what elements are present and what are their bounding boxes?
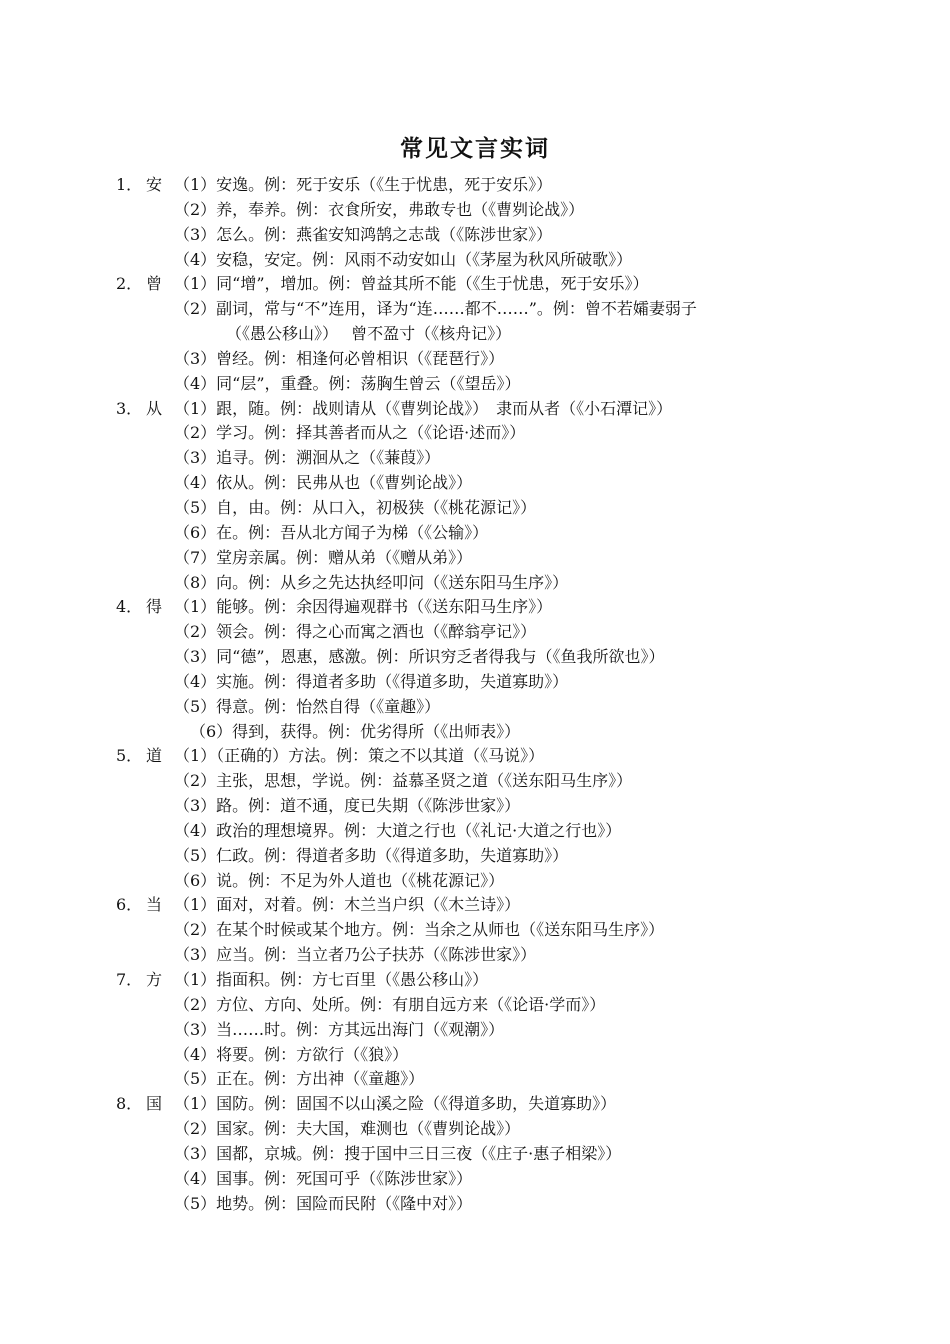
entry-number: 4． bbox=[116, 597, 143, 617]
sense-line bbox=[116, 546, 916, 571]
sense-continuation bbox=[116, 322, 916, 347]
sense-line bbox=[116, 571, 916, 596]
sense-text: （1）能够。例：余因得遍观群书（《送东阳马生序》） bbox=[174, 597, 553, 617]
word-entry bbox=[116, 744, 916, 769]
sense-text: （1）（正确的）方法。例：策之不以其道（《马说》） bbox=[174, 746, 545, 766]
sense-text: （4）实施。例：得道者多助（《得道多助，失道寡助》） bbox=[174, 671, 569, 691]
sense-text: （5）仁政。例：得道者多助（《得道多助，失道寡助》） bbox=[174, 845, 569, 865]
sense-text: （1）国防。例：固国不以山溪之险（《得道多助，失道寡助》） bbox=[174, 1094, 617, 1114]
entry-number: 8． bbox=[116, 1094, 143, 1114]
word-entry bbox=[116, 1092, 916, 1117]
document-title: 常见文言实词 bbox=[400, 135, 550, 162]
sense-line bbox=[116, 1043, 916, 1068]
sense-text: （5）地势。例：国险而民附（《隆中对》） bbox=[174, 1193, 473, 1213]
sense-line bbox=[116, 1142, 916, 1167]
sense-text: （1）跟，随。例：战则请从（《曹刿论战》） 隶而从者（《小石潭记》） bbox=[174, 398, 673, 418]
sense-text: （2）副词，常与“不”连用，译为“连……都不……”。例：曾不若孀妻弱子 bbox=[174, 299, 697, 319]
sense-line bbox=[116, 794, 916, 819]
sense-line bbox=[116, 1167, 916, 1192]
sense-text: （2）在某个时候或某个地方。例：当余之从师也（《送东阳马生序》） bbox=[174, 920, 665, 940]
sense-line bbox=[116, 248, 916, 273]
sense-text: （2）领会。例：得之心而寓之酒也（《醉翁亭记》） bbox=[174, 622, 537, 642]
sense-text: （4）安稳，安定。例：风雨不动安如山（《茅屋为秋风所破歌》） bbox=[174, 249, 633, 269]
sense-text: （2）主张，思想，学说。例：益慕圣贤之道（《送东阳马生序》） bbox=[174, 771, 633, 791]
word-list bbox=[116, 173, 916, 1216]
entry-word: 曾 bbox=[146, 274, 163, 294]
entry-word: 得 bbox=[146, 597, 163, 617]
sense-text: （6）得到，获得。例：优劣得所（《出师表》） bbox=[190, 721, 521, 741]
entry-word: 国 bbox=[146, 1094, 163, 1114]
sense-line bbox=[116, 620, 916, 645]
sense-line bbox=[116, 670, 916, 695]
sense-line bbox=[116, 471, 916, 496]
sense-text: （3）同“德”，恩惠，感激。例：所识穷乏者得我与（《鱼我所欲也》） bbox=[174, 647, 665, 667]
sense-text: （4）依从。例：民弗从也（《曹刿论战》） bbox=[174, 473, 473, 493]
entry-word: 方 bbox=[146, 970, 163, 989]
sense-text: （5）正在。例：方出神（《童趣》） bbox=[174, 1069, 425, 1089]
sense-line bbox=[116, 943, 916, 968]
sense-text: （3）国都，京城。例：搜于国中三日三夜（《庄子·惠子相梁》） bbox=[174, 1143, 622, 1163]
sense-line bbox=[116, 993, 916, 1018]
sense-text: （5）自，由。例：从口入，初极狭（《桃花源记》） bbox=[174, 497, 537, 517]
sense-line bbox=[116, 918, 916, 943]
entry-word: 道 bbox=[146, 746, 163, 766]
sense-line bbox=[116, 1018, 916, 1043]
sense-text: （3）路。例：道不通，度已失期（《陈涉世家》） bbox=[174, 796, 521, 816]
sense-line bbox=[116, 446, 916, 471]
sense-line bbox=[116, 720, 916, 745]
sense-line bbox=[116, 819, 916, 844]
word-entry bbox=[116, 173, 916, 198]
word-entry bbox=[116, 893, 916, 918]
entry-word: 从 bbox=[146, 398, 163, 418]
sense-text: （8）向。例：从乡之先达执经叩问（《送东阳马生序》） bbox=[174, 572, 569, 592]
sense-line bbox=[116, 869, 916, 894]
sense-line bbox=[116, 347, 916, 372]
sense-text: （1）面对，对着。例：木兰当户织（《木兰诗》） bbox=[174, 895, 521, 915]
sense-text: （2）国家。例：夫大国，难测也（《曹刿论战》） bbox=[174, 1119, 521, 1139]
sense-text: （4）国事。例：死国可乎（《陈涉世家》） bbox=[174, 1168, 473, 1188]
sense-text: （3）曾经。例：相逢何必曾相识（《琵琶行》） bbox=[174, 348, 505, 368]
entry-number: 7． bbox=[116, 970, 143, 989]
entry-word: 安 bbox=[146, 175, 163, 194]
sense-line bbox=[116, 496, 916, 521]
entry-number: 6． bbox=[116, 895, 143, 915]
word-entry bbox=[116, 595, 916, 620]
word-entry bbox=[116, 397, 916, 422]
sense-text: （1）安逸。例：死于安乐（《生于忧患，死于安乐》） bbox=[174, 175, 553, 194]
entry-number: 1． bbox=[116, 175, 143, 194]
entry-number: 2． bbox=[116, 274, 143, 294]
sense-text: （3）追寻。例：溯洄从之（《蒹葭》） bbox=[174, 448, 441, 468]
sense-line bbox=[116, 1192, 916, 1217]
word-entry bbox=[116, 272, 916, 297]
sense-text: （4）同“层”，重叠。例：荡胸生曾云（《望岳》） bbox=[174, 373, 521, 393]
entry-number: 5． bbox=[116, 746, 143, 766]
word-entry bbox=[116, 968, 916, 993]
sense-text: （6）说。例：不足为外人道也（《桃花源记》） bbox=[174, 870, 505, 890]
sense-line bbox=[116, 645, 916, 670]
sense-text: （4）将要。例：方欲行（《狼》） bbox=[174, 1044, 409, 1064]
sense-text: （《愚公移山》） 曾不盈寸（《核舟记》） bbox=[226, 324, 512, 344]
entry-number: 3． bbox=[116, 398, 143, 418]
sense-text: （4）政治的理想境界。例：大道之行也（《礼记·大道之行也》） bbox=[174, 820, 622, 840]
sense-text: （1）同“增”，增加。例：曾益其所不能（《生于忧患，死于安乐》） bbox=[174, 274, 649, 294]
sense-line bbox=[116, 695, 916, 720]
sense-line bbox=[116, 421, 916, 446]
sense-text: （6）在。例：吾从北方闻子为梯（《公输》） bbox=[174, 522, 489, 542]
sense-line bbox=[116, 769, 916, 794]
sense-text: （2）养，奉养。例：衣食所安，弗敢专也（《曹刿论战》） bbox=[174, 199, 585, 219]
sense-line bbox=[116, 1117, 916, 1142]
sense-text: （3）怎么。例：燕雀安知鸿鹄之志哉（《陈涉世家》） bbox=[174, 224, 553, 244]
sense-text: （3）当……时。例：方其远出海门（《观潮》） bbox=[174, 1019, 505, 1039]
sense-line bbox=[116, 198, 916, 223]
sense-line bbox=[116, 223, 916, 248]
sense-text: （7）堂房亲属。例：赠从弟（《赠从弟》） bbox=[174, 547, 473, 567]
sense-text: （2）学习。例：择其善者而从之（《论语·述而》） bbox=[174, 423, 526, 443]
sense-text: （2）方位、方向、处所。例：有朋自远方来（《论语·学而》） bbox=[174, 994, 606, 1014]
sense-line bbox=[116, 521, 916, 546]
sense-line bbox=[116, 297, 916, 322]
entry-word: 当 bbox=[146, 895, 163, 915]
sense-text: （1）指面积。例：方七百里（《愚公移山》） bbox=[174, 970, 489, 989]
sense-line bbox=[116, 372, 916, 397]
sense-text: （5）得意。例：怡然自得（《童趣》） bbox=[174, 696, 441, 716]
sense-line bbox=[116, 1067, 916, 1092]
sense-text: （3）应当。例：当立者乃公子扶苏（《陈涉世家》） bbox=[174, 945, 537, 965]
sense-line bbox=[116, 844, 916, 869]
